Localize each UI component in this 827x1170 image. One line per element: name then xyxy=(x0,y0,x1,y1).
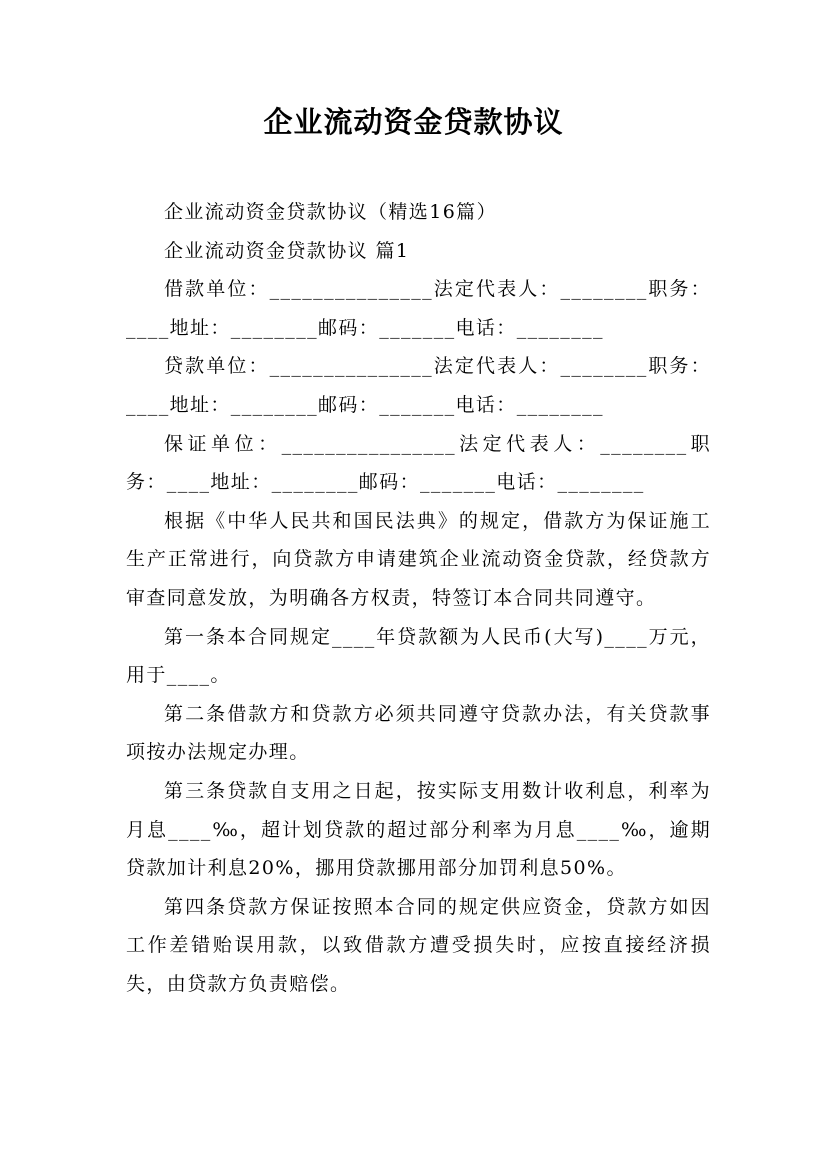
paragraph-article-1: 第一条本合同规定____年贷款额为人民币(大写)____万元，用于____。 xyxy=(126,625,711,687)
document-body xyxy=(126,193,711,1003)
document-title: 企业流动资金贷款协议 xyxy=(263,105,564,139)
paragraph-guarantor-info: 保证单位：________________法定代表人：________职务：____地址：________邮码：_______电话：________ xyxy=(126,432,711,494)
paragraph-borrower-info: 借款单位：_______________法定代表人：________职务：____地址：________邮码：_______电话：________ xyxy=(126,278,711,339)
paragraph-article-2: 第二条借款方和贷款方必须共同遵守贷款办法，有关贷款事项按办法规定办理。 xyxy=(126,702,711,764)
paragraph-subtitle: 企业流动资金贷款协议（精选16篇） xyxy=(164,201,497,223)
paragraph-section-heading: 企业流动资金贷款协议 篇1 xyxy=(164,239,410,262)
paragraph-preamble: 根据《中华人民共和国民法典》的规定，借款方为保证施工生产正常进行，向贷款方申请建筑企业流动资金贷款，经贷款方审查同意发放，为明确各方权责，特签订本合同共同遵守。 xyxy=(126,509,711,609)
paragraph-lender-info: 贷款单位：_______________法定代表人：________职务：____地址：________邮码：_______电话：________ xyxy=(126,355,711,416)
paragraph-article-4: 第四条贷款方保证按照本合同的规定供应资金，贷款方如因工作差错贻误用款，以致借款方遭受损失时，应按直接经济损失，由贷款方负责赔偿。 xyxy=(126,895,711,995)
paragraph-article-3: 第三条贷款自支用之日起，按实际支用数计收利息，利率为月息____‰，超计划贷款的超过部分利率为月息____‰，逾期贷款加计利息20%，挪用贷款挪用部分加罚利息50%。 xyxy=(126,779,711,880)
